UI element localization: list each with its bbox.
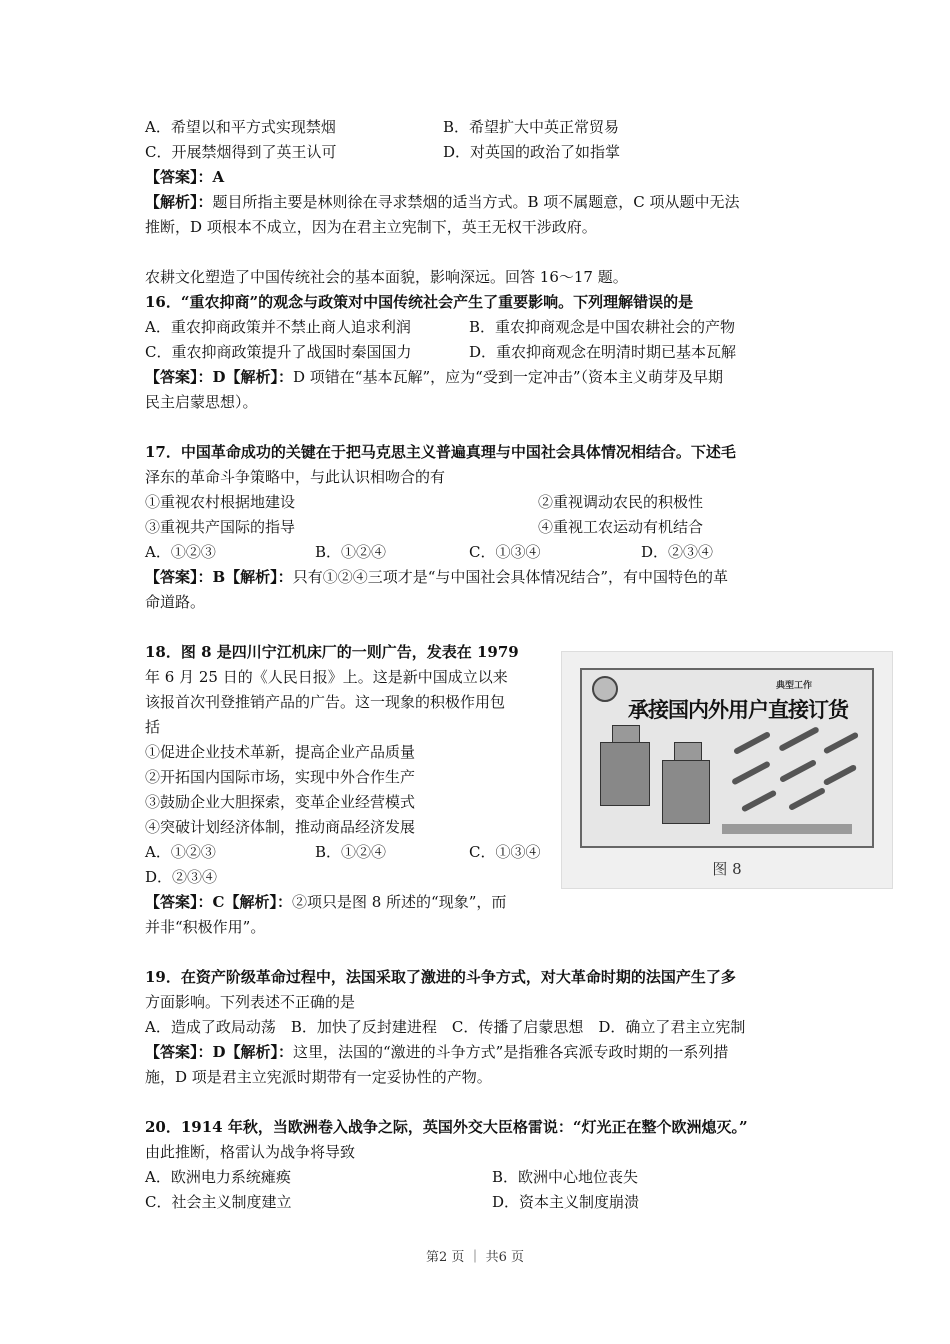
- q19-analysis-text: 这里，法国的“激进的斗争方式”是指雅各宾派专政时期的一系列措: [293, 1043, 729, 1061]
- q20-option-a: A．欧洲电力系统瘫痪: [145, 1168, 291, 1186]
- q15-option-b: B．希望扩大中英正常贸易: [443, 118, 620, 136]
- q16-stem: 16．“重农抑商”的观念与政策对中国传统社会产生了重要影响。下列理解错误的是: [145, 293, 694, 311]
- cutting-tool-icon: [823, 731, 859, 754]
- q19-answer: 【答案】：D【解析】：: [145, 1043, 294, 1061]
- intro-16-17: 农耕文化塑造了中国传统社会的基本面貌，影响深远。回答 16～17 题。: [145, 268, 628, 286]
- q17-analysis-line2: 命道路。: [145, 593, 206, 611]
- cutting-tool-icon: [823, 764, 858, 786]
- cutting-tool-icon: [788, 787, 826, 811]
- q18-stem-line1: 18．图 8 是四川宁江机床厂的一则广告，发表在 1979: [145, 643, 519, 661]
- q17-item-2: ②重视调动农民的积极性: [538, 493, 704, 511]
- q17-analysis-line1: [145, 566, 728, 588]
- q15-option-d: D．对英国的政治了如指掌: [443, 143, 621, 161]
- cutting-tool-icon: [779, 759, 817, 783]
- q20-stem-line2: 由此推断，格雷认为战争将导致: [145, 1143, 356, 1161]
- q18-item-1: ①促进企业技术革新，提高企业产品质量: [145, 743, 416, 761]
- q18-item-3: ③鼓励企业大胆探索，变革企业经营模式: [145, 793, 416, 811]
- q17-option-c: C．①③④: [469, 543, 541, 561]
- q17-stem1: 17．中国革命成功的关键在于把马克思主义普遍真理与中国社会具体情况相结合。下述毛: [145, 443, 736, 461]
- newspaper-ad-image: [580, 668, 874, 848]
- q18-analysis-line1: [145, 891, 506, 913]
- q17-option-d: D．②③④: [641, 543, 714, 561]
- q18-option-b: B．①②④: [315, 843, 387, 861]
- q19-stem-line1: 19．在资产阶级革命过程中，法国采取了激进的斗争方式，对大革命时期的法国产生了多: [145, 968, 736, 986]
- q15-option-c: C．开展禁烟得到了英王认可: [145, 143, 337, 161]
- page-footer: 第2 页 ｜ 共6 页: [425, 1250, 525, 1265]
- q15-option-a: A．希望以和平方式实现禁烟: [145, 118, 336, 136]
- q19-analysis-line2: 施，D 项是君主立宪派时期带有一定妥协性的产物。: [145, 1068, 492, 1086]
- q16-analysis-line2: 民主启蒙思想）。: [145, 393, 258, 411]
- machine-tool-icon: [600, 742, 650, 806]
- q18-analysis-text: ②项只是图 8 所述的“现象”，而: [291, 893, 507, 911]
- q17-stem-line1: [145, 441, 736, 463]
- q17-analysis-text: 只有①②④三项才是“与中国社会具体情况结合”，有中国特色的革: [292, 568, 729, 586]
- q15-answer: 【答案】：A: [145, 168, 225, 186]
- q18-option-c: C．①③④: [469, 843, 541, 861]
- q16-option-c: C．重农抑商政策提升了战国时秦国国力: [145, 343, 412, 361]
- q15-analysis-label: 【解析】：: [145, 193, 213, 211]
- q19-analysis-line1: [145, 1041, 728, 1063]
- q16-analysis-text: D 项错在“基本瓦解”，应为“受到一定冲击”（资本主义萌芽及早期: [293, 368, 723, 386]
- factory-logo-icon: [592, 676, 618, 702]
- q17-item-3: ③重视共产国际的指导: [145, 518, 296, 536]
- figure-8-advertisement: [561, 651, 893, 889]
- cutting-tool-icon: [733, 731, 771, 755]
- q16-option-d: D．重农抑商观念在明清时期已基本瓦解: [469, 343, 737, 361]
- q20-option-b: B．欧洲中心地位丧失: [492, 1168, 639, 1186]
- q19-stem-line2: 方面影响。下列表述不正确的是: [145, 993, 356, 1011]
- q18-stem-line4: 括: [145, 718, 161, 736]
- q18-stem-line3: 该报首次刊登推销产品的广告。这一现象的积极作用包: [145, 693, 506, 711]
- q18-item-2: ②开拓国内国际市场，实现中外合作生产: [145, 768, 416, 786]
- q15-analysis-text: 题目所指主要是林则徐在寻求禁烟的适当方式。B 项不属题意，C 项从题中无法: [212, 193, 740, 211]
- q17-option-a: A．①②③: [145, 543, 216, 561]
- q16-option-b: B．重农抑商观念是中国农耕社会的产物: [469, 318, 736, 336]
- q16-answer: 【答案】：D【解析】：: [145, 368, 294, 386]
- q20-option-c: C．社会主义制度建立: [145, 1193, 292, 1211]
- q16-analysis-line1: [145, 366, 723, 388]
- q17-item-4: ④重视工农运动有机结合: [538, 518, 704, 536]
- ad-footer-strip: [722, 824, 852, 834]
- q17-answer: 【答案】：B【解析】：: [145, 568, 293, 586]
- cutting-tool-icon: [731, 760, 771, 785]
- q20-option-d: D．资本主义制度崩溃: [492, 1193, 640, 1211]
- q19-options: A．造成了政局动荡 B．加快了反封建进程 C．传播了启蒙思想 D．确立了君主立宪制: [145, 1018, 746, 1036]
- q18-analysis-line2: 并非“积极作用”。: [145, 918, 266, 936]
- q18-item-4: ④突破计划经济体制，推动商品经济发展: [145, 818, 416, 836]
- q15-analysis-line2: 推断，D 项根本不成立，因为在君主立宪制下，英王无权干涉政府。: [145, 218, 597, 236]
- q18-option-a: A．①②③: [145, 843, 216, 861]
- q17-item-1: ①重视农村根据地建设: [145, 493, 296, 511]
- q17-option-b: B．①②④: [315, 543, 387, 561]
- q18-answer: 【答案】：C【解析】：: [145, 893, 292, 911]
- q15-analysis-line1: [145, 191, 740, 213]
- cutting-tool-icon: [778, 726, 820, 752]
- cutting-tool-icon: [741, 789, 777, 812]
- ad-headline: 承接国内外用户直接订货: [628, 698, 848, 722]
- machine-tool-icon: [662, 760, 710, 824]
- q17-stem-line2: 泽东的革命斗争策略中，与此认识相吻合的有: [145, 468, 446, 486]
- q18-option-d: D．②③④: [145, 868, 218, 886]
- figure-caption: 图 8: [712, 860, 742, 878]
- q16-option-a: A．重农抑商政策并不禁止商人追求利润: [145, 318, 411, 336]
- q20-stem-line1: 20．1914 年秋，当欧洲卷入战争之际，英国外交大臣格雷说：“灯光正在整个欧洲熄灭。”: [145, 1118, 748, 1136]
- ad-type-label: 典型工作: [775, 681, 812, 691]
- q18-stem-line2: 年 6 月 25 日的《人民日报》上。这是新中国成立以来: [145, 668, 508, 686]
